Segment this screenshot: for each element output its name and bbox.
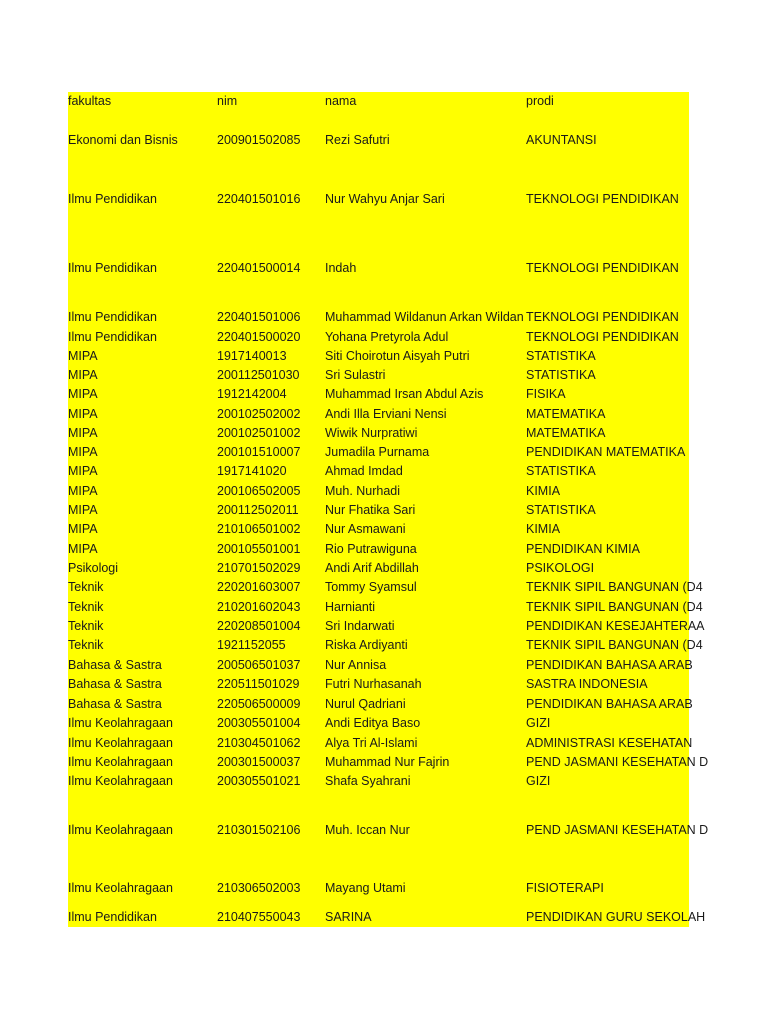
table-row — [68, 714, 689, 733]
cell-nim: 210306502003 — [217, 881, 301, 895]
cell-prodi: PENDIDIKAN MATEMATIKA — [526, 445, 686, 459]
cell-nim: 200101510007 — [217, 445, 301, 459]
cell-prodi: TEKNOLOGI PENDIDIKAN — [526, 192, 679, 206]
cell-prodi: PENDIDIKAN KESEJAHTERAA — [526, 619, 705, 633]
table-row — [68, 404, 689, 424]
cell-nim: 200901502085 — [217, 133, 301, 147]
cell-fakultas: Ilmu Pendidikan — [68, 261, 157, 275]
table-row — [68, 840, 689, 898]
cell-nama: Nur Wahyu Anjar Sari — [325, 192, 445, 206]
cell-fakultas: MIPA — [68, 349, 98, 363]
cell-prodi: MATEMATIKA — [526, 407, 606, 421]
cell-fakultas: Teknik — [68, 619, 104, 633]
cell-nama: Harnianti — [325, 600, 376, 614]
cell-prodi: GIZI — [526, 716, 551, 730]
cell-prodi: ADMINISTRASI KESEHATAN — [526, 736, 693, 750]
cell-prodi: PENDIDIKAN BAHASA ARAB — [526, 658, 693, 672]
cell-nama: Muh. Iccan Nur — [325, 823, 410, 837]
cell-prodi: SASTRA INDONESIA — [526, 677, 648, 691]
cell-nim: 200305501021 — [217, 774, 301, 788]
table-row — [68, 209, 689, 278]
cell-fakultas: Ilmu Keolahragaan — [68, 736, 173, 750]
cell-nama: Shafa Syahrani — [325, 774, 411, 788]
cell-nama: Andi Arif Abdillah — [325, 561, 419, 575]
table-row — [68, 597, 703, 617]
cell-prodi: FISIOTERAPI — [526, 881, 604, 895]
cell-fakultas: Psikologi — [68, 561, 119, 575]
cell-fakultas: Ilmu Keolahragaan — [68, 823, 173, 837]
cell-prodi: MATEMATIKA — [526, 426, 606, 440]
cell-nim: 200106502005 — [217, 484, 301, 498]
cell-nim: 210106501002 — [217, 522, 301, 536]
cell-nama: Futri Nurhasanah — [325, 677, 422, 691]
cell-prodi: FISIKA — [526, 387, 566, 401]
table-row — [68, 733, 693, 753]
cell-nim: 220506500009 — [217, 697, 301, 711]
cell-nama: Nur Annisa — [325, 658, 387, 672]
table-row — [68, 462, 689, 481]
cell-prodi: PEND JASMANI KESEHATAN D — [526, 823, 709, 837]
table-row — [68, 385, 689, 404]
cell-prodi: GIZI — [526, 774, 551, 788]
header-row — [68, 92, 689, 111]
cell-nim: 210701502029 — [217, 561, 301, 575]
spreadsheet-table — [68, 92, 709, 927]
cell-nama: Muhammad Wildanun Arkan Wildan — [325, 310, 524, 324]
cell-nama: Nurul Qadriani — [325, 697, 406, 711]
cell-nim: 210201602043 — [217, 600, 301, 614]
cell-fakultas: Ilmu Pendidikan — [68, 330, 157, 344]
table-row — [68, 520, 689, 539]
cell-prodi: KIMIA — [526, 484, 561, 498]
cell-fakultas: Ilmu Pendidikan — [68, 192, 157, 206]
cell-fakultas: Bahasa & Sastra — [68, 677, 162, 691]
cell-fakultas: MIPA — [68, 503, 98, 517]
cell-nama: Andi Illa Erviani Nensi — [325, 407, 447, 421]
cell-nama: Tommy Syamsul — [325, 580, 417, 594]
cell-fakultas: Ilmu Keolahragaan — [68, 716, 173, 730]
cell-prodi: TEKNOLOGI PENDIDIKAN — [526, 261, 679, 275]
cell-fakultas: Bahasa & Sastra — [68, 658, 162, 672]
cell-nama: Riska Ardiyanti — [325, 638, 408, 652]
cell-nama: Indah — [325, 261, 357, 275]
cell-fakultas: MIPA — [68, 542, 98, 556]
cell-nim: 200301500037 — [217, 755, 301, 769]
cell-prodi: TEKNIK SIPIL BANGUNAN (D4 — [526, 580, 703, 594]
cell-prodi: AKUNTANSI — [526, 133, 597, 147]
cell-prodi: STATISTIKA — [526, 349, 596, 363]
header-fakultas: fakultas — [68, 94, 112, 108]
cell-nama: Wiwik Nurpratiwi — [325, 426, 418, 440]
table-row — [68, 675, 689, 694]
table-row — [68, 753, 709, 772]
header-nim: nim — [217, 94, 238, 108]
cell-nama: Muhammad Nur Fajrin — [325, 755, 450, 769]
cell-fakultas: Bahasa & Sastra — [68, 697, 162, 711]
cell-prodi: STATISTIKA — [526, 503, 596, 517]
cell-nim: 210407550043 — [217, 910, 301, 924]
cell-nama: Nur Fhatika Sari — [325, 503, 416, 517]
cell-prodi: PENDIDIKAN BAHASA ARAB — [526, 697, 693, 711]
cell-nim: 220401501006 — [217, 310, 301, 324]
cell-nama: Sri Sulastri — [325, 368, 386, 382]
cell-prodi: TEKNIK SIPIL BANGUNAN (D4 — [526, 600, 703, 614]
cell-fakultas: Ilmu Keolahragaan — [68, 755, 173, 769]
cell-prodi: TEKNOLOGI PENDIDIKAN — [526, 330, 679, 344]
table-row — [68, 424, 689, 443]
cell-fakultas: MIPA — [68, 445, 98, 459]
cell-nim: 220401501016 — [217, 192, 301, 206]
cell-fakultas: Ekonomi dan Bisnis — [68, 133, 178, 147]
cell-nama: Andi Editya Baso — [325, 716, 421, 730]
cell-prodi: PSIKOLOGI — [526, 561, 595, 575]
table-row — [68, 347, 689, 366]
cell-prodi: KIMIA — [526, 522, 561, 536]
cell-nim: 1917141020 — [217, 464, 287, 478]
cell-nim: 200102501002 — [217, 426, 301, 440]
cell-nim: 1921152055 — [217, 638, 286, 652]
cell-nim: 1912142004 — [217, 387, 287, 401]
cell-fakultas: MIPA — [68, 464, 98, 478]
table-row — [68, 694, 693, 714]
cell-prodi: STATISTIKA — [526, 464, 596, 478]
cell-fakultas: Teknik — [68, 600, 104, 614]
cell-nim: 200105501001 — [217, 542, 301, 556]
cell-nama: Rezi Safutri — [325, 133, 390, 147]
cell-nama: Yohana Pretyrola Adul — [325, 330, 449, 344]
cell-nim: 200305501004 — [217, 716, 301, 730]
table-row — [68, 366, 689, 385]
cell-fakultas: Teknik — [68, 580, 104, 594]
table-row — [68, 150, 689, 209]
cell-nim: 220201603007 — [217, 580, 301, 594]
cell-nama: Alya Tri Al-Islami — [325, 736, 418, 750]
cell-nim: 220511501029 — [217, 677, 300, 691]
cell-nama: Nur Asmawani — [325, 522, 406, 536]
cell-nama: Siti Choirotun Aisyah Putri — [325, 349, 470, 363]
cell-prodi: PENDIDIKAN GURU SEKOLAH — [526, 910, 706, 924]
cell-nim: 1917140013 — [217, 349, 287, 363]
table-row — [68, 898, 706, 927]
table-row — [68, 539, 689, 559]
cell-prodi: PEND JASMANI KESEHATAN D — [526, 755, 709, 769]
cell-fakultas: Ilmu Pendidikan — [68, 310, 157, 324]
cell-fakultas: Ilmu Keolahragaan — [68, 774, 173, 788]
cell-nim: 220401500020 — [217, 330, 301, 344]
cell-nama: Rio Putrawiguna — [325, 542, 417, 556]
table-row — [68, 481, 689, 501]
cell-nama: Ahmad Imdad — [325, 464, 403, 478]
table-row — [68, 327, 689, 347]
cell-nama: Jumadila Purnama — [325, 445, 430, 459]
cell-fakultas: MIPA — [68, 484, 98, 498]
cell-fakultas: Ilmu Pendidikan — [68, 910, 157, 924]
table-row — [68, 111, 689, 150]
cell-prodi: TEKNOLOGI PENDIDIKAN — [526, 310, 679, 324]
cell-nama: Sri Indarwati — [325, 619, 395, 633]
cell-nim: 220401500014 — [217, 261, 301, 275]
cell-prodi: STATISTIKA — [526, 368, 596, 382]
header-nama: nama — [325, 94, 357, 108]
table-row — [68, 772, 689, 791]
cell-fakultas: MIPA — [68, 522, 98, 536]
table-row — [68, 278, 689, 327]
cell-nim: 200112501030 — [217, 368, 300, 382]
table-row — [68, 791, 709, 840]
cell-fakultas: MIPA — [68, 368, 98, 382]
header-prodi: prodi — [526, 94, 554, 108]
cell-fakultas: MIPA — [68, 407, 98, 421]
table-body — [68, 111, 709, 927]
cell-nama: Mayang Utami — [325, 881, 406, 895]
table-row — [68, 443, 689, 462]
cell-prodi: TEKNIK SIPIL BANGUNAN (D4 — [526, 638, 703, 652]
cell-fakultas: MIPA — [68, 387, 98, 401]
cell-nim: 200506501037 — [217, 658, 301, 672]
cell-fakultas: Ilmu Keolahragaan — [68, 881, 173, 895]
cell-nim: 220208501004 — [217, 619, 301, 633]
table-row — [68, 655, 693, 675]
cell-nim: 210304501062 — [217, 736, 301, 750]
cell-nama: Muhammad Irsan Abdul Azis — [325, 387, 484, 401]
cell-nim: 200102502002 — [217, 407, 301, 421]
table-row — [68, 501, 689, 520]
cell-fakultas: MIPA — [68, 426, 98, 440]
table-row — [68, 617, 705, 636]
table-row — [68, 636, 703, 655]
table-row — [68, 578, 703, 597]
cell-prodi: PENDIDIKAN KIMIA — [526, 542, 640, 556]
cell-fakultas: Teknik — [68, 638, 104, 652]
table-row — [68, 559, 689, 578]
cell-nama: Muh. Nurhadi — [325, 484, 401, 498]
cell-nim: 210301502106 — [217, 823, 301, 837]
cell-nim: 200112502011 — [217, 503, 299, 517]
cell-nama: SARINA — [325, 910, 372, 924]
